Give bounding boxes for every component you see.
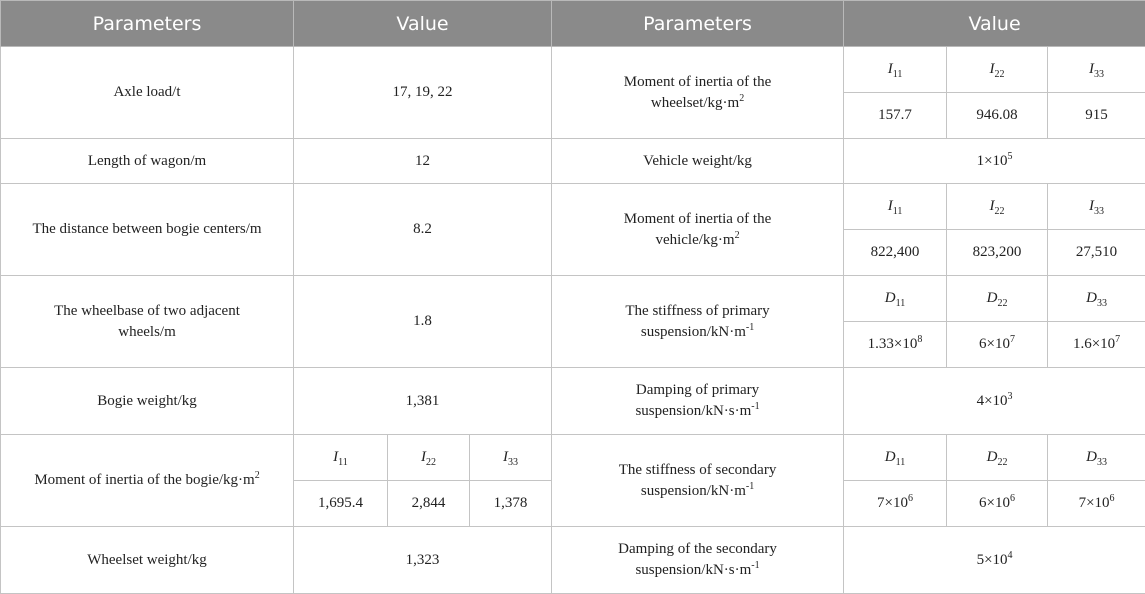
value-primary-d33: $1.6\times 10^7$ bbox=[1048, 322, 1145, 368]
param-bogie-distance: The distance between bogie centers/m bbox=[1, 184, 294, 276]
header-row bbox=[1, 1, 1145, 47]
table-row bbox=[1, 527, 1145, 594]
symbol-d22: $D_{22}$ bbox=[947, 276, 1048, 322]
symbol-i22: $I_{22}$ bbox=[947, 47, 1048, 93]
symbol-i11: $I_{11}$ bbox=[844, 47, 947, 93]
value-secondary-damping: $5\times 10^4$ bbox=[844, 527, 1145, 594]
param-exponent: 2 bbox=[739, 93, 744, 104]
value-vehicle-i11: 822,400 bbox=[844, 230, 947, 276]
table-row bbox=[1, 184, 1145, 230]
header-value-right: Value bbox=[844, 1, 1145, 47]
value-vehicle-i22: 823,200 bbox=[947, 230, 1048, 276]
value-bogie-i33: 1,378 bbox=[470, 481, 552, 527]
table-row bbox=[1, 276, 1145, 322]
param-bogie-inertia: Moment of inertia of the bogie/$kg\cdot m^2$ bbox=[1, 435, 294, 527]
header-parameters-right: Parameters bbox=[552, 1, 844, 47]
table-row bbox=[1, 368, 1145, 435]
param-line: wheelset/kg·m bbox=[651, 95, 739, 111]
symbol-i22: $I_{22}$ bbox=[388, 435, 470, 481]
param-vehicle-weight: Vehicle weight/kg bbox=[552, 139, 844, 184]
param-bogie-weight: Bogie weight/kg bbox=[1, 368, 294, 435]
value-bogie-distance: 8.2 bbox=[294, 184, 552, 276]
symbol-i33: $I_{33}$ bbox=[1048, 184, 1145, 230]
value-bogie-i22: 2,844 bbox=[388, 481, 470, 527]
param-primary-damping: Damping of primary suspension/$kN\cdot s\cdot m^{-1}$ bbox=[552, 368, 844, 435]
value-vehicle-i33: 27,510 bbox=[1048, 230, 1145, 276]
symbol-i11: $I_{11}$ bbox=[294, 435, 388, 481]
param-axle-load: Axle load/t bbox=[1, 47, 294, 139]
param-line: Moment of inertia of the bbox=[624, 74, 771, 90]
value-wheelset-i22: 946.08 bbox=[947, 93, 1048, 139]
param-line: Moment of inertia of the bbox=[624, 211, 771, 227]
symbol-d11: $D_{11}$ bbox=[844, 276, 947, 322]
symbol-d33: $D_{33}$ bbox=[1048, 435, 1145, 481]
value-primary-damping: $4\times 10^3$ bbox=[844, 368, 1145, 435]
param-length: Length of wagon/m bbox=[1, 139, 294, 184]
value-length: 12 bbox=[294, 139, 552, 184]
value-wheelbase: 1.8 bbox=[294, 276, 552, 368]
symbol-i22: $I_{22}$ bbox=[947, 184, 1048, 230]
param-wheelset-weight: Wheelset weight/kg bbox=[1, 527, 294, 594]
table-row bbox=[1, 139, 1145, 184]
value-bogie-weight: 1,381 bbox=[294, 368, 552, 435]
param-wheelbase: The wheelbase of two adjacent wheels/m bbox=[1, 276, 294, 368]
symbol-i33: $I_{33}$ bbox=[470, 435, 552, 481]
symbol-d33: $D_{33}$ bbox=[1048, 276, 1145, 322]
header-value-left: Value bbox=[294, 1, 552, 47]
value-secondary-d11: $7\times 10^6$ bbox=[844, 481, 947, 527]
param-secondary-damping: Damping of the secondary suspension/$kN\cdot s\cdot m^{-1}$ bbox=[552, 527, 844, 594]
param-exponent: 2 bbox=[735, 230, 740, 241]
value-axle-load: 17, 19, 22 bbox=[294, 47, 552, 139]
value-secondary-d33: $7\times 10^6$ bbox=[1048, 481, 1145, 527]
value-wheelset-i33: 915 bbox=[1048, 93, 1145, 139]
symbol-d22: $D_{22}$ bbox=[947, 435, 1048, 481]
param-primary-stiffness: The stiffness of primary suspension/$kN\cdot m^{-1}$ bbox=[552, 276, 844, 368]
value-bogie-i11: 1,695.4 bbox=[294, 481, 388, 527]
param-line: vehicle/kg·m bbox=[655, 232, 734, 248]
param-secondary-stiffness: The stiffness of secondary suspension/$kN\cdot m^{-1}$ bbox=[552, 435, 844, 527]
value-secondary-d22: $6\times 10^6$ bbox=[947, 481, 1048, 527]
header-parameters-left: Parameters bbox=[1, 1, 294, 47]
symbol-i11: $I_{11}$ bbox=[844, 184, 947, 230]
symbol-i33: $I_{33}$ bbox=[1048, 47, 1145, 93]
param-wheelset-inertia bbox=[552, 47, 844, 139]
param-vehicle-inertia bbox=[552, 184, 844, 276]
value-vehicle-weight: $1\times 10^5$ bbox=[844, 139, 1145, 184]
value-primary-d11: $1.33\times 10^8$ bbox=[844, 322, 947, 368]
value-wheelset-i11: 157.7 bbox=[844, 93, 947, 139]
symbol-d11: $D_{11}$ bbox=[844, 435, 947, 481]
table-row bbox=[1, 435, 1145, 481]
value-wheelset-weight: 1,323 bbox=[294, 527, 552, 594]
value-primary-d22: $6\times 10^7$ bbox=[947, 322, 1048, 368]
table-row bbox=[1, 47, 1145, 93]
